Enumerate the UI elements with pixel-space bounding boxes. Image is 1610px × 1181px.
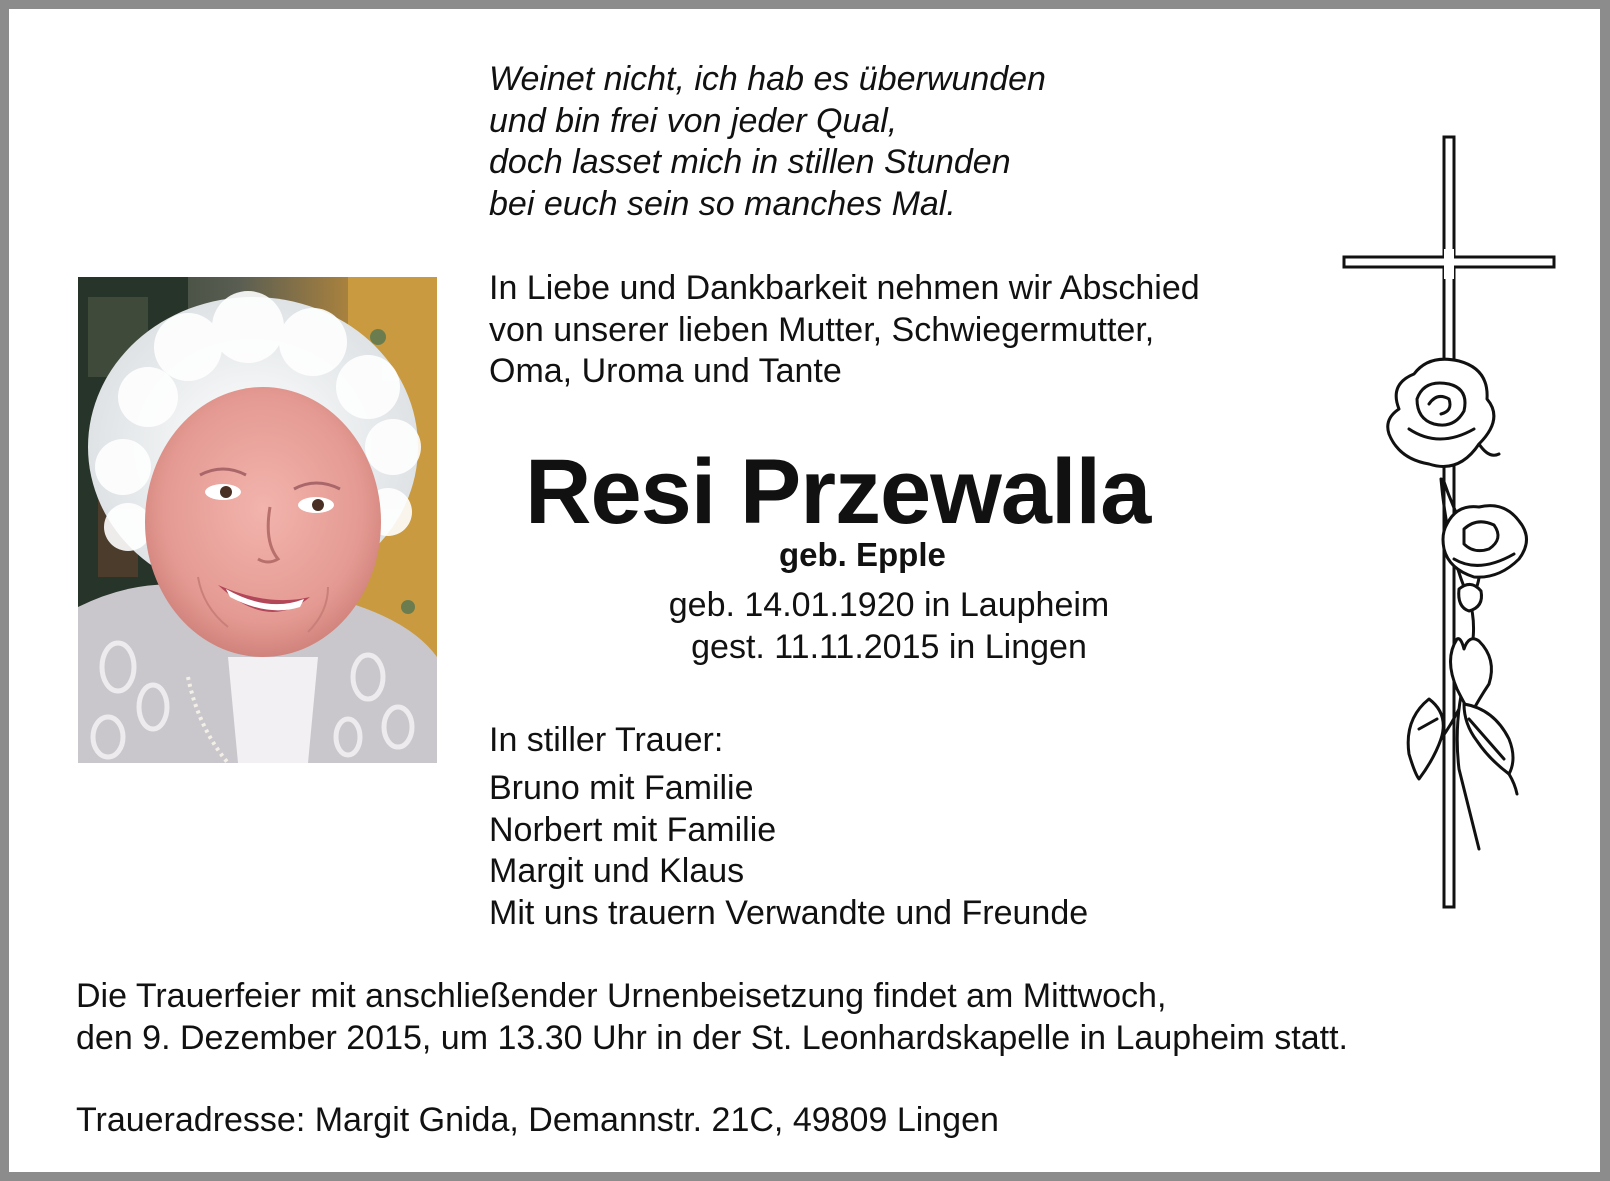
mourners-title: In stiller Trauer: [489,721,724,759]
mourner-item: Norbert mit Familie [489,810,777,849]
intro-line: Oma, Uroma und Tante [489,352,842,390]
ceremony-info [76,976,1348,1059]
poem [489,59,1046,225]
mourner-item: Margit und Klaus [489,852,745,890]
ceremony-line: den 9. Dezember 2015, um 13.30 Uhr in der St. Leonhardskapelle in Laupheim statt. [76,1018,1348,1057]
mourner-item: Mit uns trauern Verwandte und Freunde [489,893,1089,932]
deceased-name: Resi Przewalla [525,441,1151,543]
ceremony-line: Die Trauerfeier mit anschließender Urnenbeisetzung findet am Mittwoch, [76,977,1167,1015]
intro-line: In Liebe und Dankbarkeit nehmen wir Abschied [489,269,1200,307]
poem-line: doch lasset mich in stillen Stunden [489,143,1011,181]
intro-line: von unserer lieben Mutter, Schwiegermutter, [489,310,1155,349]
birth-date: geb. 14.01.1920 in Laupheim [668,586,1110,624]
poem-line: bei euch sein so manches Mal. [489,184,956,223]
poem-line: Weinet nicht, ich hab es überwunden [489,60,1046,98]
maiden-name: geb. Epple [779,536,946,573]
intro-text [489,268,1200,393]
life-dates [569,585,1209,668]
poem-line: und bin frei von jeder Qual, [489,101,898,140]
mourners-list [489,768,1088,934]
cross-with-roses-icon [1329,129,1569,929]
death-date: gest. 11.11.2015 in Lingen [691,627,1087,666]
mourning-address: Traueradresse: Margit Gnida, Demannstr. 21C, 49809 Lingen [76,1101,999,1139]
mourner-item: Bruno mit Familie [489,769,754,807]
